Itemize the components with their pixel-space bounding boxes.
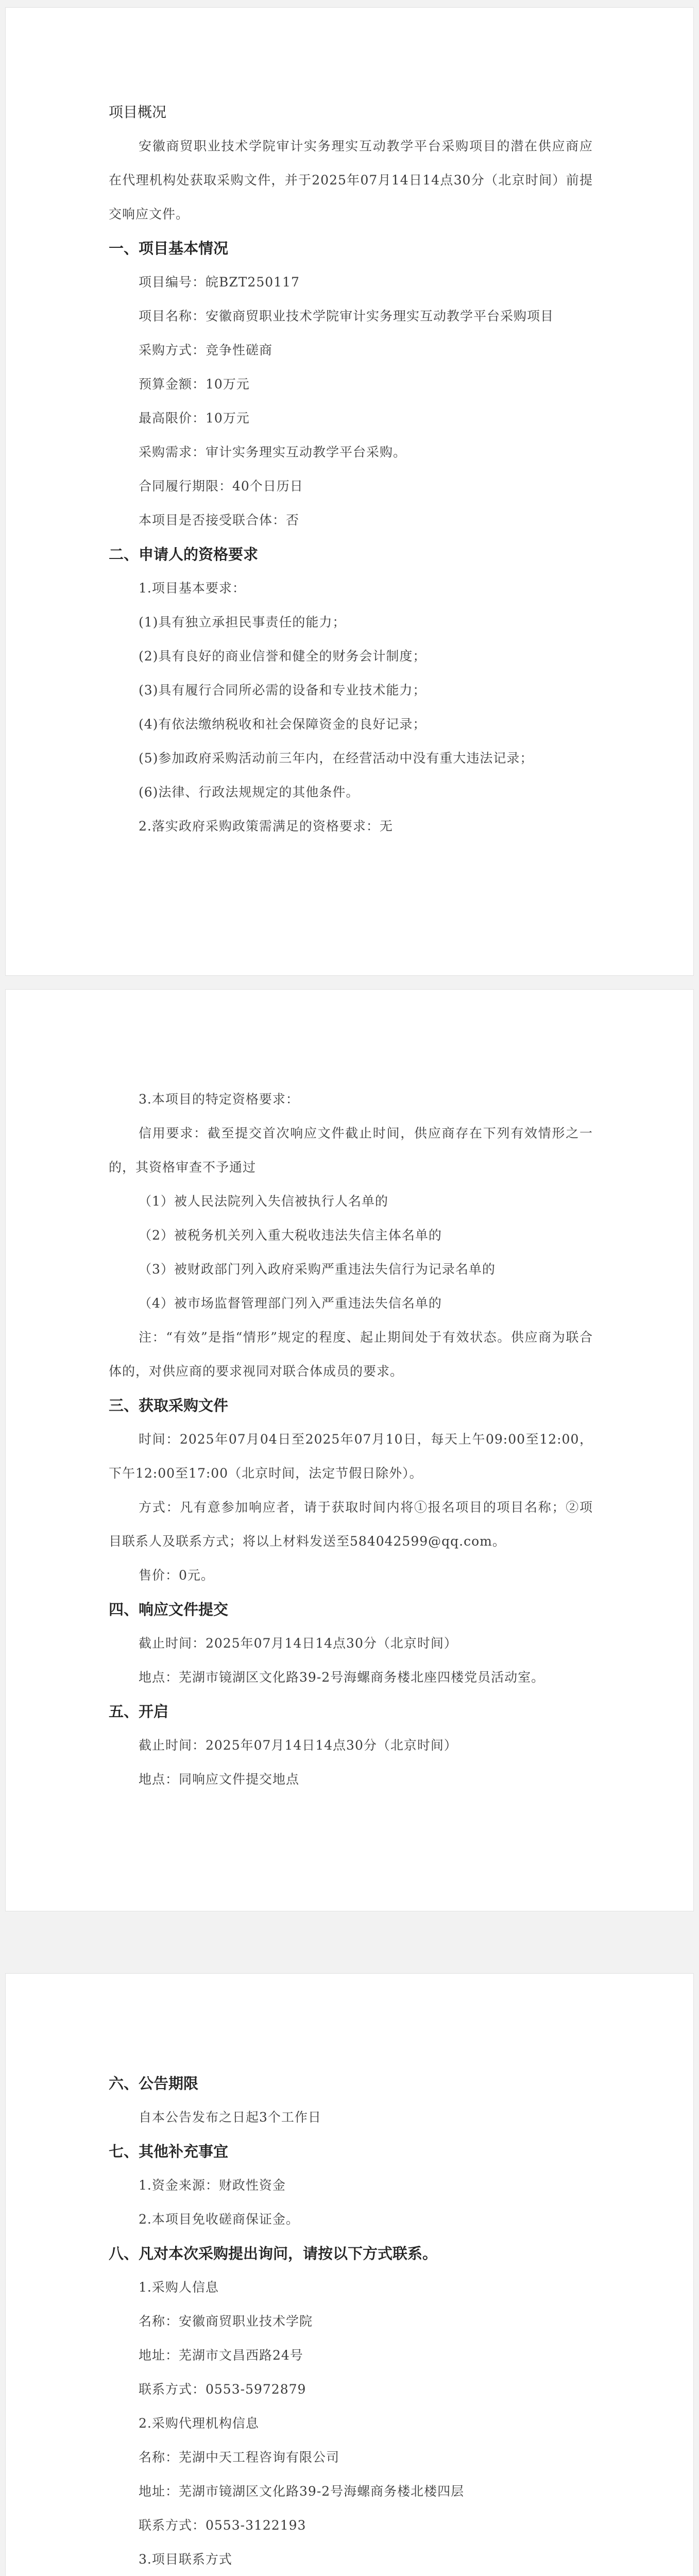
section-8-heading: 八、凡对本次采购提出询问，请按以下方式联系。 <box>109 2245 438 2262</box>
credit-requirement: 信用要求：截至提交首次响应文件截止时间，供应商存在下列有效情形之一的，其资格审查不予通过 <box>109 1126 593 1175</box>
opening-place: 地点：同响应文件提交地点 <box>139 1772 300 1787</box>
acquire-time: 时间：2025年07月04日至2025年07月10日，每天上午09:00至12:00，下午12:00至17:00（北京时间，法定节假日除外）。 <box>109 1432 593 1481</box>
agency-contact: 联系方式：0553-3122193 <box>139 2518 306 2533</box>
project-contact-title: 3.项目联系方式 <box>139 2552 232 2567</box>
overview-paragraph: 安徽商贸职业技术学院审计实务理实互动教学平台采购项目的潜在供应商应在代理机构处获取采购文件，并于2025年07月14日14点30分（北京时间）前提交响应文件。 <box>109 139 593 222</box>
page-1-content <box>109 95 593 843</box>
qualification-item: (1)具有独立承担民事责任的能力； <box>139 615 346 630</box>
credit-item: （1）被人民法院列入失信被执行人名单的 <box>139 1194 388 1209</box>
qualification-item: (3)具有履行合同所必需的设备和专业技术能力； <box>139 683 427 698</box>
consortium-accepted: 本项目是否接受联合体：否 <box>139 513 300 528</box>
purchaser-address: 地址：芜湖市文昌西路24号 <box>139 2348 303 2363</box>
section-1-heading: 一、项目基本情况 <box>109 240 229 257</box>
contract-period: 合同履行期限：40个日历日 <box>139 479 303 494</box>
credit-item: （4）被市场监督管理部门列入严重违法失信名单的 <box>139 1296 442 1311</box>
document-page-2 <box>5 989 694 1911</box>
section-6-heading: 六、公告期限 <box>109 2075 199 2092</box>
project-name: 项目名称：安徽商贸职业技术学院审计实务理实互动教学平台采购项目 <box>139 309 554 324</box>
procurement-requirement: 采购需求：审计实务理实互动教学平台采购。 <box>139 445 407 460</box>
purchaser-info-title: 1.采购人信息 <box>139 2280 219 2295</box>
funding-source: 1.资金来源：财政性资金 <box>139 2178 286 2193</box>
section-2-heading: 二、申请人的资格要求 <box>109 546 259 563</box>
overview-heading: 项目概况 <box>109 104 167 121</box>
section-3-heading: 三、获取采购文件 <box>109 1397 229 1414</box>
credit-note: 注：“有效”是指“情形”规定的程度、起止期间处于有效状态。供应商为联合体的，对供应商的要求视同对联合体成员的要求。 <box>109 1330 593 1379</box>
document-page-3 <box>5 1973 694 2576</box>
submission-place: 地点：芜湖市镜湖区文化路39-2号海螺商务楼北座四楼党员活动室。 <box>139 1670 545 1685</box>
max-price: 最高限价：10万元 <box>139 411 250 426</box>
credit-item: （2）被税务机关列入重大税收违法失信主体名单的 <box>139 1228 442 1243</box>
acquire-method: 方式：凡有意参加响应者，请于获取时间内将①报名项目的项目名称；②项目联系人及联系方式；将以上材料发送至584042599@qq.com。 <box>109 1500 593 1549</box>
announcement-period: 自本公告发布之日起3个工作日 <box>139 2110 321 2125</box>
section-5-heading: 五、开启 <box>109 1703 169 1720</box>
qualification-basic: 1.项目基本要求： <box>139 581 246 596</box>
agency-address: 地址：芜湖市镜湖区文化路39-2号海螺商务楼北楼四层 <box>139 2484 465 2499</box>
acquire-price: 售价：0元。 <box>139 1568 214 1583</box>
document-page-1 <box>5 7 694 976</box>
credit-item: （3）被财政部门列入政府采购严重违法失信行为记录名单的 <box>139 1262 496 1277</box>
specific-qualification: 3.本项目的特定资格要求： <box>139 1092 299 1107</box>
purchaser-name: 名称：安徽商贸职业技术学院 <box>139 2314 313 2329</box>
qualification-item: (4)有依法缴纳税收和社会保障资金的良好记录； <box>139 717 427 732</box>
qualification-item: (5)参加政府采购活动前三年内，在经营活动中没有重大违法记录； <box>139 751 534 766</box>
opening-time: 截止时间：2025年07月14日14点30分（北京时间） <box>139 1738 457 1753</box>
deposit-waiver: 2.本项目免收磋商保证金。 <box>139 2212 299 2227</box>
section-7-heading: 七、其他补充事宜 <box>109 2143 229 2160</box>
procurement-method: 采购方式：竞争性磋商 <box>139 343 273 358</box>
agency-name: 名称：芜湖中天工程咨询有限公司 <box>139 2450 340 2465</box>
purchaser-contact: 联系方式：0553-5972879 <box>139 2382 306 2397</box>
project-number: 项目编号：皖BZT250117 <box>139 275 300 290</box>
submission-deadline: 截止时间：2025年07月14日14点30分（北京时间） <box>139 1636 457 1651</box>
agency-info-title: 2.采购代理机构信息 <box>139 2416 259 2431</box>
budget-amount: 预算金额：10万元 <box>139 377 250 392</box>
policy-requirement: 2.落实政府采购政策需满足的资格要求：无 <box>139 819 393 834</box>
page-3-content <box>109 2066 593 2576</box>
page-2-content <box>109 1082 593 1797</box>
qualification-item: (2)具有良好的商业信誉和健全的财务会计制度； <box>139 649 427 664</box>
section-4-heading: 四、响应文件提交 <box>109 1601 229 1618</box>
qualification-item: (6)法律、行政法规规定的其他条件。 <box>139 785 360 800</box>
